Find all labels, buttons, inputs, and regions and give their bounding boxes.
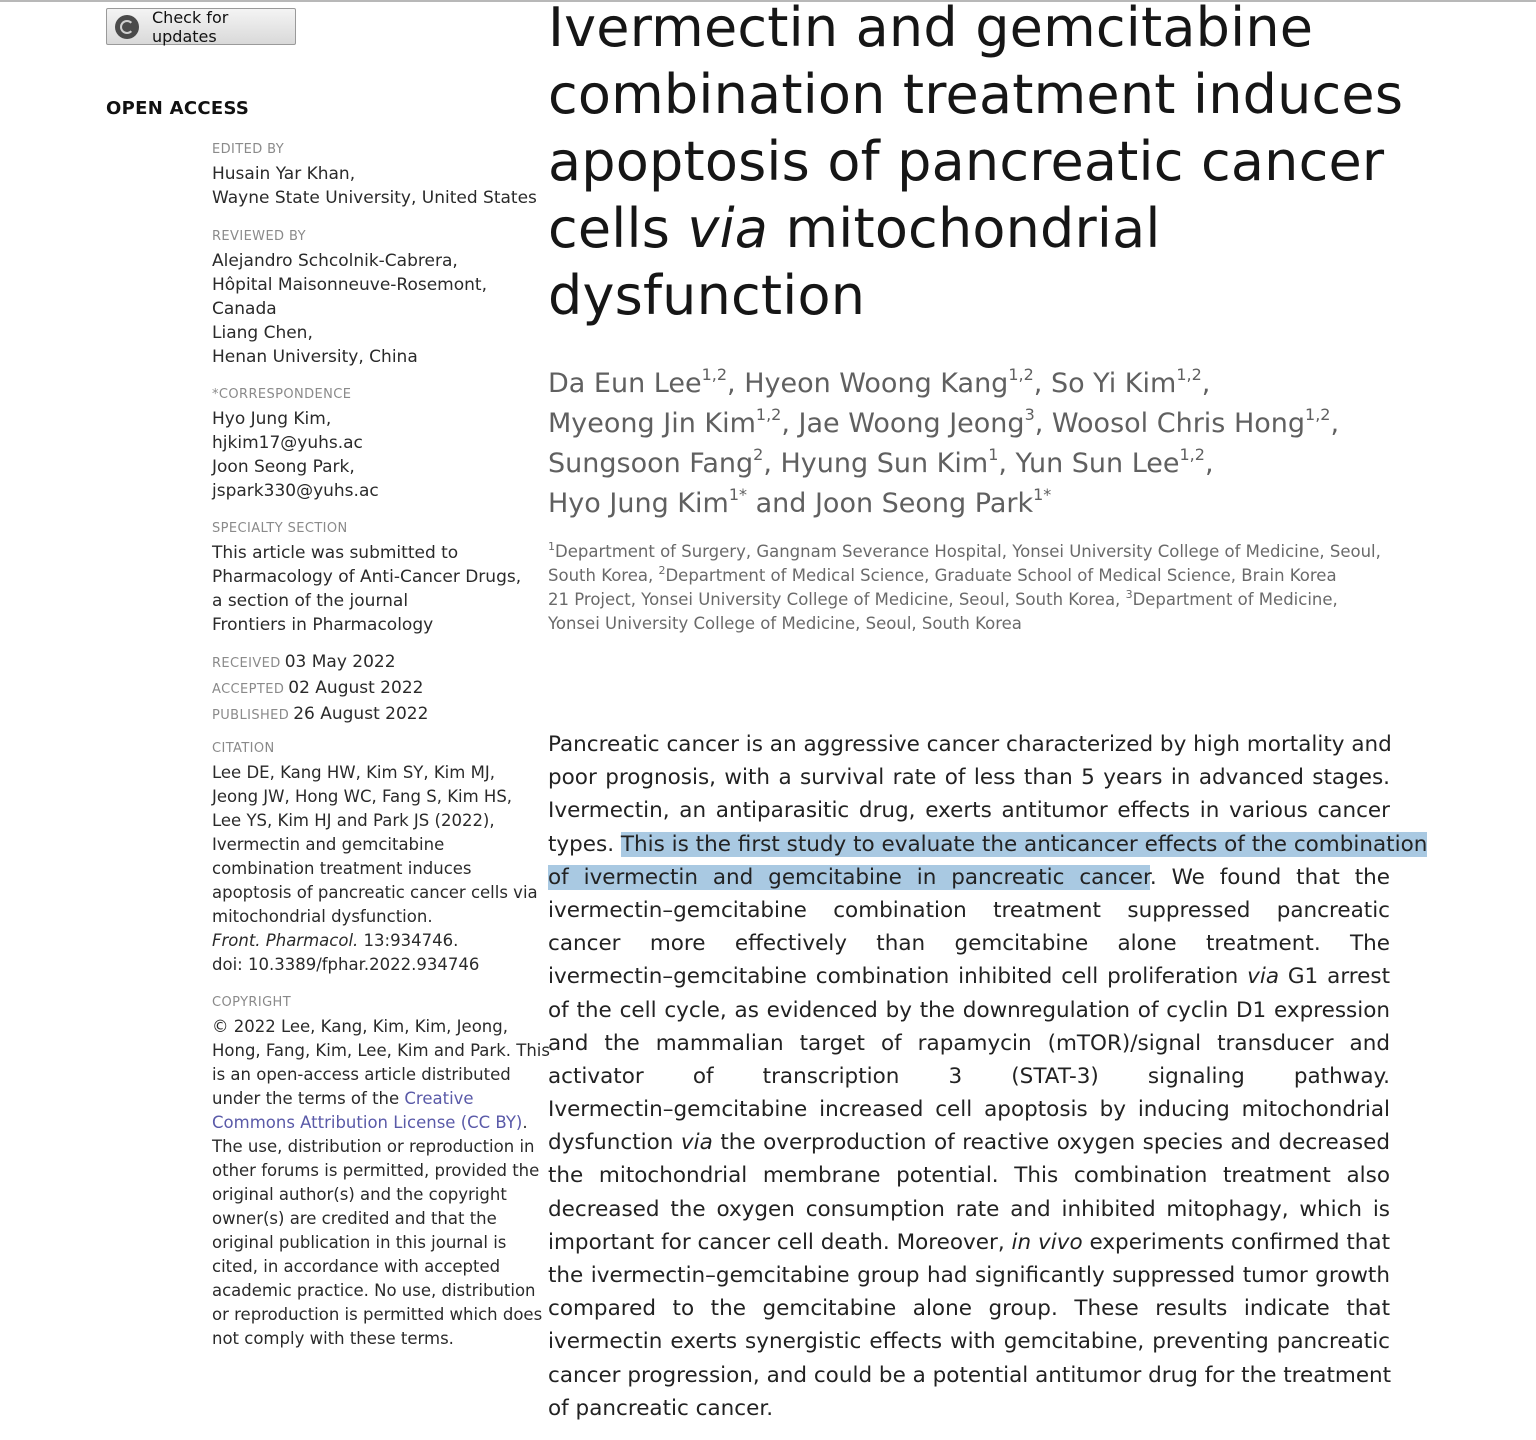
copyright-line: © 2022 Lee, Kang, Kim, Kim, Jeong, (212, 1017, 508, 1036)
author-separator: , (1330, 408, 1340, 439)
title-italic: via (687, 197, 769, 260)
reviewer-line: Liang Chen, (212, 323, 313, 343)
received-label: RECEIVED (212, 656, 281, 671)
check-for-updates-label: Check for updates (152, 7, 229, 46)
author-affil-sup: 1,2 (1305, 405, 1331, 424)
abstract-text: . We found that the (1149, 864, 1390, 890)
reviewer-line: Canada (212, 299, 277, 319)
license-link[interactable]: Commons Attribution License (CC BY) (212, 1113, 523, 1132)
article-title (548, 0, 1448, 329)
citation-volume: 13:934746. (358, 931, 459, 950)
abstract-italic: via (680, 1130, 713, 1156)
citation-label: CITATION (212, 741, 275, 756)
copyright-line: The use, distribution or reproduction in (212, 1137, 535, 1156)
author-affil-sup: 2 (753, 445, 764, 464)
author-affil-sup: 1 (988, 445, 999, 464)
reviewed-by-section (212, 227, 552, 369)
author-line (548, 444, 1418, 484)
citation-section (212, 739, 552, 977)
copyright-label: COPYRIGHT (212, 995, 292, 1010)
affiliation-line: Yonsei University College of Medicine, Seoul, South Korea (548, 614, 1022, 633)
specialty-line: Frontiers in Pharmacology (212, 615, 434, 635)
copyright-line: under the terms of the (212, 1089, 405, 1108)
affiliations (548, 540, 1408, 636)
author-name: , Hyeon Woong Kang (727, 368, 1009, 399)
citation-line: Lee YS, Kim HJ and Park JS (2022), (212, 811, 495, 830)
author-affil-sup: 1,2 (755, 405, 782, 424)
abstract-line: activator of transcription 3 (STAT-3) signaling pathway. (548, 1063, 1390, 1089)
author-affil-sup: 1* (728, 485, 747, 504)
abstract-line: and the mammalian target of rapamycin (mTOR)/signal transducer and (548, 1030, 1390, 1056)
accepted-label: ACCEPTED (212, 682, 285, 697)
copyright-line: other forums is permitted, provided the (212, 1161, 540, 1180)
reviewed-by-label: REVIEWED BY (212, 229, 306, 244)
abstract-line: of pancreatic cancer. (548, 1395, 774, 1421)
copyright-line: academic practice. No use, distribution (212, 1281, 536, 1300)
abstract-line: cancer progression, and could be a potential antitumor drug for the treatment (548, 1362, 1392, 1388)
author-line (548, 404, 1418, 444)
author-name: and Joon Seong Park (747, 488, 1034, 519)
affiliation-text: Department of Medicine, (1132, 590, 1338, 609)
abstract (548, 728, 1428, 1425)
copyright-line: is an open-access article distributed (212, 1065, 511, 1084)
affiliation-sup: 2 (658, 564, 666, 577)
author-name: Myeong Jin Kim (548, 408, 756, 439)
affiliation-line (548, 588, 1408, 612)
received-date: 03 May 2022 (284, 652, 396, 672)
abstract-line: Ivermectin, an antiparasitic drug, exerts antitumor effects in various cancer (548, 798, 1390, 824)
dates-section (212, 650, 552, 728)
abstract-line: cancer more effectively than gemcitabine alone treatment. The (548, 931, 1390, 957)
abstract-text: dysfunction (548, 1130, 681, 1156)
reviewer-line: Henan University, China (212, 347, 418, 367)
abstract-line: ivermectin–gemcitabine combination treatment suppressed pancreatic (548, 897, 1390, 923)
reviewer-line: Hôpital Maisonneuve-Rosemont, (212, 275, 487, 295)
specialty-line: a section of the journal (212, 591, 409, 611)
abstract-text: G1 arrest (1279, 964, 1391, 990)
author-separator: , (1204, 448, 1214, 479)
author-affil-sup: 1,2 (1008, 365, 1034, 384)
abstract-line: poor prognosis, with a survival rate of less than 5 years in advanced stages. (548, 765, 1390, 791)
citation-line: Lee DE, Kang HW, Kim SY, Kim MJ, (212, 763, 495, 782)
correspondent-email-link[interactable]: hjkim17@yuhs.ac (212, 433, 363, 453)
abstract-line: Ivermectin–gemcitabine increased cell apoptosis by inducing mitochondrial (548, 1097, 1390, 1123)
published-date: 26 August 2022 (293, 704, 429, 724)
abstract-line: compared to the gemcitabine alone group. These results indicate that (548, 1296, 1390, 1322)
abstract-line: the ivermectin–gemcitabine group had significantly suppressed tumor growth (548, 1263, 1390, 1288)
copyright-line: not comply with these terms. (212, 1329, 454, 1348)
affiliation-text: Department of Medical Science, Graduate School of Medical Science, Brain Korea (665, 566, 1337, 585)
citation-line: mitochondrial dysfunction. (212, 907, 433, 926)
title-line: Ivermectin and gemcitabine (548, 0, 1314, 59)
affiliation-sup: 1 (548, 540, 555, 553)
abstract-line: ivermectin exerts synergistic effects with gemcitabine, preventing pancreatic (548, 1329, 1390, 1355)
specialty-section-label: SPECIALTY SECTION (212, 521, 348, 536)
title-line: combination treatment induces (548, 63, 1404, 126)
highlighted-text[interactable]: This is the first study to evaluate the anticancer effects of the combination (620, 831, 1428, 857)
author-affil-sup: 1* (1033, 485, 1052, 504)
title-line: dysfunction (548, 264, 866, 327)
author-name: , Jae Woong Jeong (781, 408, 1025, 439)
check-for-updates-button[interactable] (106, 8, 296, 45)
copyright-section (212, 993, 552, 1351)
author-name: , Woosol Chris Hong (1034, 408, 1306, 439)
abstract-line (548, 1226, 1390, 1259)
correspondence-label: *CORRESPONDENCE (212, 387, 352, 402)
copyright-line: original author(s) and the copyright (212, 1185, 507, 1204)
refresh-icon (115, 15, 139, 39)
abstract-line (548, 1126, 1390, 1159)
author-separator: , (1201, 368, 1211, 399)
citation-doi[interactable]: doi: 10.3389/fphar.2022.934746 (212, 955, 480, 974)
author-name: , Hyung Sun Kim (763, 448, 989, 479)
author-affil-sup: 1,2 (701, 365, 728, 384)
author-line (548, 484, 1418, 524)
accepted-date: 02 August 2022 (288, 678, 424, 698)
copyright-line: or reproduction is permitted which does (212, 1305, 543, 1324)
license-link[interactable]: Creative (404, 1089, 474, 1108)
abstract-italic: in vivo (1011, 1229, 1083, 1255)
abstract-italic: via (1247, 964, 1279, 990)
affiliation-line (548, 564, 1408, 588)
highlighted-text[interactable]: of ivermectin and gemcitabine in pancreatic cancer (548, 864, 1150, 890)
citation-line: Ivermectin and gemcitabine (212, 835, 445, 854)
specialty-line: Pharmacology of Anti-Cancer Drugs, (212, 567, 522, 587)
author-affil-sup: 3 (1024, 405, 1035, 424)
citation-journal: Front. Pharmacol. (212, 931, 359, 950)
copyright-line: Hong, Fang, Kim, Lee, Kim and Park. This (212, 1041, 550, 1060)
specialty-line: This article was submitted to (212, 543, 459, 563)
title-text: mitochondrial (768, 197, 1161, 260)
abstract-line: decreased the oxygen consumption rate and inhibited mitophagy, which is (548, 1196, 1390, 1222)
author-affil-sup: 1,2 (1176, 365, 1202, 384)
edited-by-section (212, 140, 552, 210)
author-line (548, 364, 1418, 404)
abstract-line: Pancreatic cancer is an aggressive cancer characterized by high mortality and (548, 732, 1392, 757)
author-affil-sup: 1,2 (1179, 445, 1205, 464)
affiliation-text: Department of Surgery, Gangnam Severance Hospital, Yonsei University College of Medicine, Seoul, (555, 542, 1381, 561)
title-line (548, 195, 1448, 262)
abstract-line (548, 828, 1428, 861)
edited-by-label: EDITED BY (212, 142, 285, 157)
abstract-line (548, 861, 1390, 894)
abstract-line: of the cell cycle, as evidenced by the downregulation of cyclin D1 expression (548, 997, 1390, 1023)
published-label: PUBLISHED (212, 708, 290, 723)
abstract-text: types. (548, 831, 621, 857)
citation-line: apoptosis of pancreatic cancer cells via (212, 883, 538, 902)
editor-affiliation: Wayne State University, United States (212, 188, 537, 208)
copyright-line: owner(s) are credited and that the (212, 1209, 497, 1228)
affiliation-line (548, 540, 1408, 564)
affiliation-sup: 3 (1125, 588, 1133, 601)
author-name: , Yun Sun Lee (998, 448, 1180, 479)
correspondent-name: Joon Seong Park, (212, 457, 355, 477)
affiliation-text: 21 Project, Yonsei University College of Medicine, Seoul, South Korea, (548, 590, 1126, 609)
copyright-line: cited, in accordance with accepted (212, 1257, 501, 1276)
author-name: , So Yi Kim (1033, 368, 1177, 399)
correspondence-section (212, 385, 552, 503)
copyright-line: . (522, 1113, 528, 1132)
copyright-line: original publication in this journal is (212, 1233, 507, 1252)
abstract-text: ivermectin–gemcitabine combination inhibited cell proliferation (548, 964, 1248, 990)
correspondent-name: Hyo Jung Kim, (212, 409, 332, 429)
abstract-text: important for cancer cell death. Moreover, (548, 1229, 1012, 1255)
open-access-label: OPEN ACCESS (106, 98, 250, 119)
citation-line: combination treatment induces (212, 859, 472, 878)
correspondent-email-link[interactable]: jspark330@yuhs.ac (212, 481, 379, 501)
author-name: Da Eun Lee (548, 368, 702, 399)
affiliation-text: South Korea, (548, 566, 659, 585)
abstract-text: the overproduction of reactive oxygen species and decreased (712, 1130, 1391, 1156)
author-name: Sungsoon Fang (548, 448, 754, 479)
title-text: cells (548, 197, 688, 260)
specialty-section (212, 519, 552, 637)
author-list (548, 364, 1418, 524)
abstract-line: the mitochondrial membrane potential. This combination treatment also (548, 1163, 1390, 1189)
abstract-line (548, 960, 1390, 993)
citation-line: Jeong JW, Hong WC, Fang S, Kim HS, (212, 787, 513, 806)
title-line: apoptosis of pancreatic cancer (548, 130, 1385, 193)
editor-name: Husain Yar Khan, (212, 164, 356, 184)
reviewer-line: Alejandro Schcolnik-Cabrera, (212, 251, 458, 271)
abstract-text: experiments confirmed that (1082, 1229, 1391, 1255)
author-name: Hyo Jung Kim (548, 488, 729, 519)
